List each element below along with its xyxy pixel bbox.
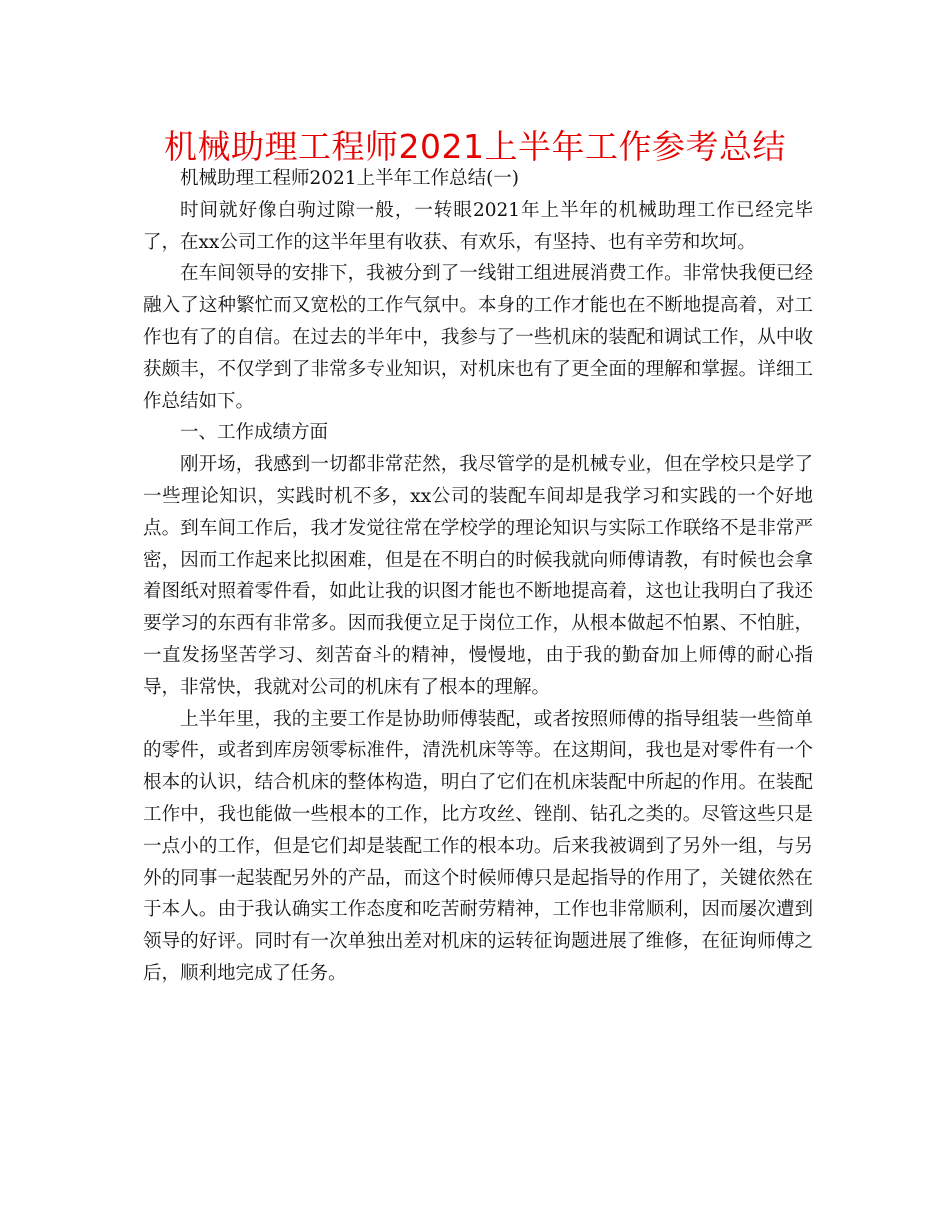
paragraph-learning: 刚开场，我感到一切都非常茫然，我尽管学的是机械专业，但在学校只是学了一些理论知识，实践时机不多，xx公司的装配车间却是我学习和实践的一个好地点。到车间工作后，我才发觉往常在学校学的理论知识与实际工作联络不是非常严密，因而工作起来比拟困难，但是在不明白的时候我就向师傅请教，有时候也会拿着图纸对照着零件看，如此让我的识图才能也不断地提高着，这也让我明白了我还要学习的东西有非常多。因而我便立足于岗位工作，从根本做起不怕累、不怕脏，一直发扬坚苦学习、刻苦奋斗的精神，慢慢地，由于我的勤奋加上师傅的耐心指导，非常快，我就对公司的机床有了根本的理解。 <box>143 454 813 698</box>
document-body <box>143 163 813 990</box>
section-heading: 一、工作成绩方面 <box>180 422 329 444</box>
subtitle: 机械助理工程师2021上半年工作总结(一) <box>180 168 520 189</box>
document-title: 机械助理工程师2021上半年工作参考总结 <box>164 127 786 166</box>
paragraph-work-details: 上半年里，我的主要工作是协助师傅装配，或者按照师傅的指导组装一些简单的零件，或者到库房领零标准件，清洗机床等等。在这期间，我也是对零件有一个根本的认识，结合机床的整体构造，明白了它们在机床装配中所起的作用。在装配工作中，我也能做一些根本的工作，比方攻丝、锉削、钻孔之类的。尽管这些只是一点小的工作，但是它们却是装配工作的根本功。后来我被调到了另外一组，与另外的同事一起装配另外的产品，而这个时候师傅只是起指导的作用了，关键依然在于本人。由于我认确实工作态度和吃苦耐劳精神，工作也非常顺利，因而屡次遭到领导的好评。同时有一次单独出差对机床的运转征询题进展了维修，在征询师傅之后，顺利地完成了任务。 <box>143 708 813 984</box>
paragraph-intro: 时间就好像白驹过隙一般，一转眼2021年上半年的机械助理工作已经完毕了，在xx公司工作的这半年里有收获、有欢乐，有坚持、也有辛劳和坎坷。 <box>143 199 813 253</box>
paragraph-assignment: 在车间领导的安排下，我被分到了一线钳工组进展消费工作。非常快我便已经融入了这种繁忙而又宽松的工作气氛中。本身的工作才能也在不断地提高着，对工作也有了的自信。在过去的半年中，我参与了一些机床的装配和调试工作，从中收获颇丰，不仅学到了非常多专业知识，对机床也有了更全面的理解和掌握。详细工作总结如下。 <box>143 263 813 412</box>
